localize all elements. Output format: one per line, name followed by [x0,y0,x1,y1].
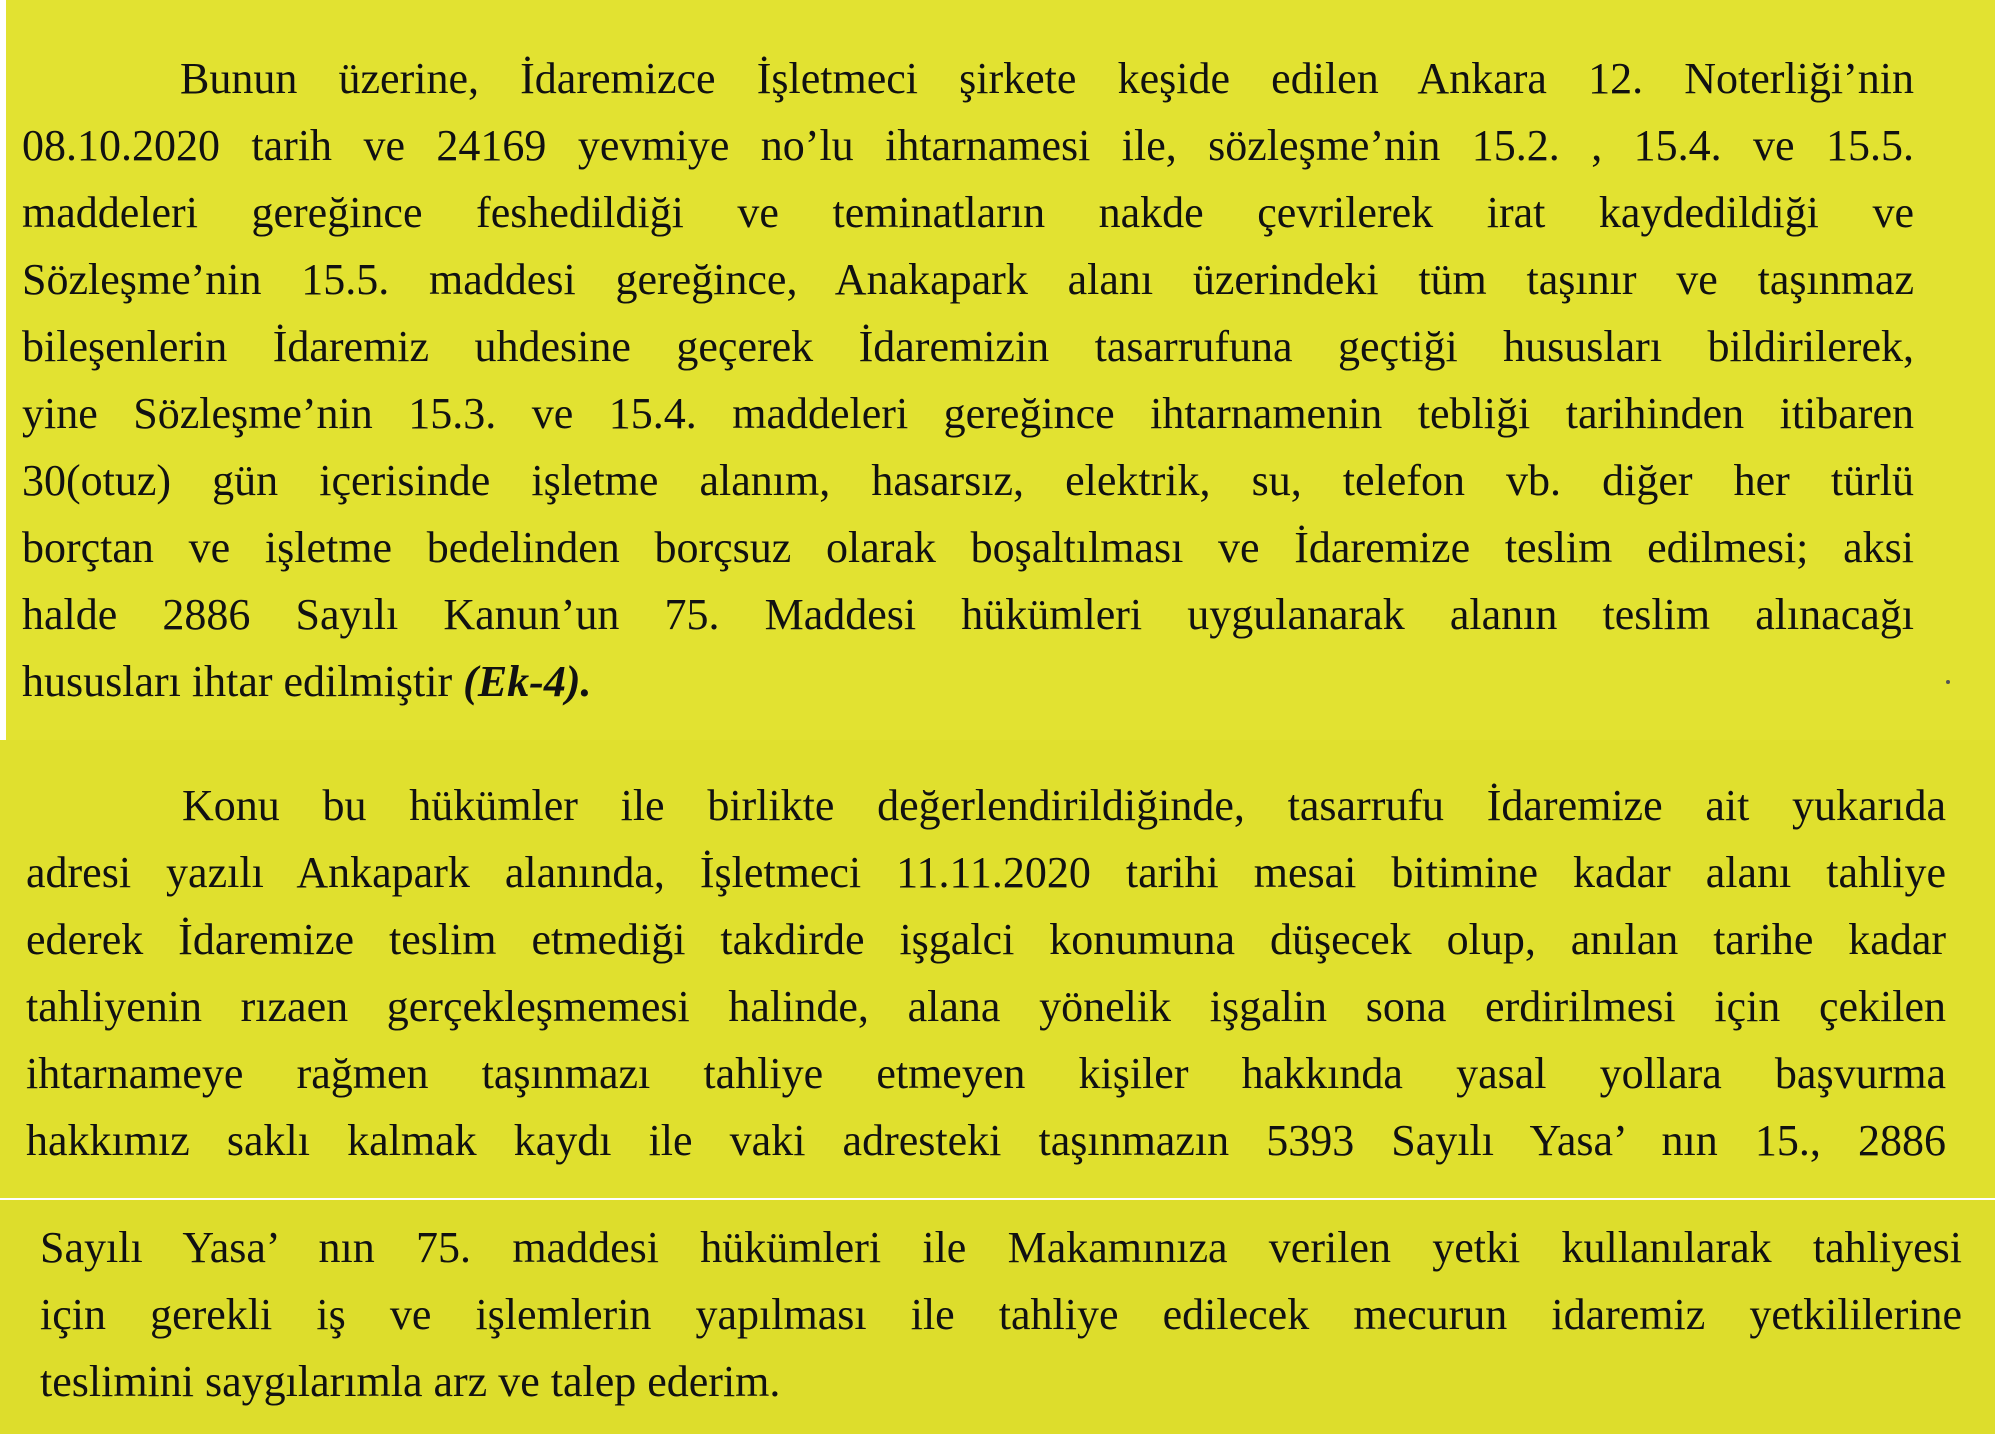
text-line-last [22,656,1914,708]
text-line: maddeleri gereğince feshedildiği ve teminatların nakde çevrilerek irat kaydedildiği ve [22,188,1914,237]
text-line: ederek İdaremize teslim etmediği takdirde işgalci konumuna düşecek olup, anılan tarihe kadar [26,915,1946,964]
text-line: halde 2886 Sayılı Kanun’un 75. Maddesi hükümleri uygulanarak alanın teslim alınacağı [22,590,1914,639]
text-line: 30(otuz) gün içerisinde işletme alanım, hasarsız, elektrik, su, telefon vb. diğer her türlü [22,456,1914,505]
text-line: Konu bu hükümler ile birlikte değerlendirildiğinde, tasarrufu İdaremize ait yukarıda [182,781,1946,830]
text-line-last: teslimini saygılarımla arz ve talep ederim. [40,1357,781,1406]
scan-speck [1946,680,1950,684]
text-line: hakkımız saklı kalmak kaydı ile vaki adresteki taşınmazın 5393 Sayılı Yasa’ nın 15., 2886 [26,1116,1946,1165]
text-line: yine Sözleşme’nin 15.3. ve 15.4. maddeleri gereğince ihtarnamenin tebliği tarihinden itibaren [22,389,1914,438]
text-line: Sayılı Yasa’ nın 75. maddesi hükümleri ile Makamınıza verilen yetki kullanılarak tahliyesi [40,1223,1962,1272]
text-line: için gerekli iş ve işlemlerin yapılması ile tahliye edilecek mecurun idaremiz yetkililerine [40,1290,1962,1339]
text-fragment: hususları ihtar edilmiştir [22,657,453,706]
text-line: Sözleşme’nin 15.5. maddesi gereğince, Anakapark alanı üzerindeki tüm taşınır ve taşınmaz [22,255,1914,304]
text-line: 08.10.2020 tarih ve 24169 yevmiye no’lu ihtarnamesi ile, sözleşme’nin 15.2. , 15.4. ve 15.5. [22,121,1914,170]
text-line: bileşenlerin İdaremiz uhdesine geçerek İdaremizin tasarrufuna geçtiği hususları bildirilerek, [22,322,1914,371]
text-line: ihtarnameye rağmen taşınmazı tahliye etmeyen kişiler hakkında yasal yollara başvurma [26,1049,1946,1098]
text-line: borçtan ve işletme bedelinden borçsuz olarak boşaltılması ve İdaremize teslim edilmesi; aksi [22,523,1914,572]
annex-reference: (Ek-4). [463,657,592,706]
text-line: Bunun üzerine, İdaremizce İşletmeci şirkete keşide edilen Ankara 12. Noterliği’nin [180,54,1914,103]
text-line: adresi yazılı Ankapark alanında, İşletmeci 11.11.2020 tarihi mesai bitimine kadar alanı tahliye [26,848,1946,897]
text-line: tahliyenin rızaen gerçekleşmemesi halinde, alana yönelik işgalin sona erdirilmesi için çekilen [26,982,1946,1031]
